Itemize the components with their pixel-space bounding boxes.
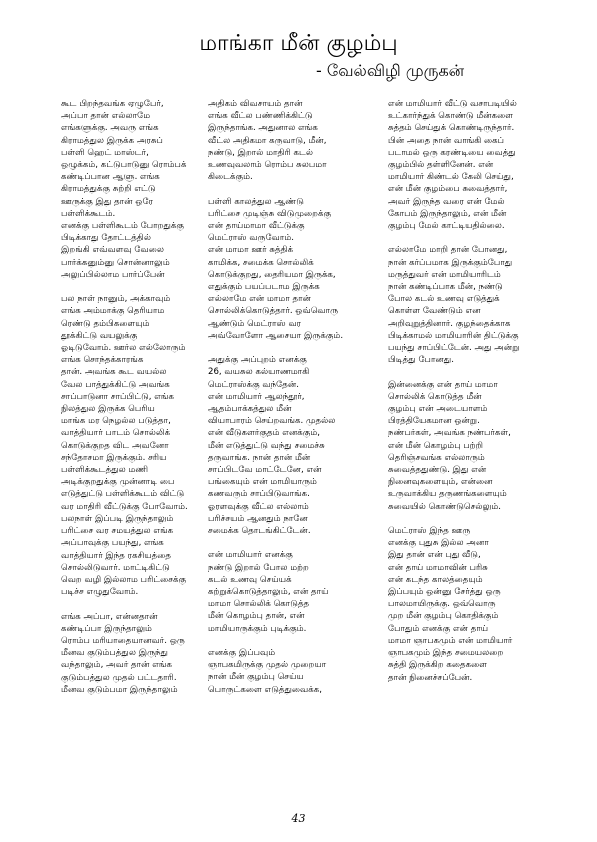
text-line: வெற வழி இல்லாம பரிட்சைக்கு xyxy=(61,574,187,585)
text-line: பிரத்தியேகமான ஒன்று. xyxy=(388,416,480,427)
text-line: சுவைத்ததுண்டு. இது என் xyxy=(388,465,487,476)
paragraph xyxy=(388,379,563,513)
text-line: கிராமத்துல இருக்க அரசுப் xyxy=(61,135,163,146)
text-line: அவர் இருந்த வரை என் மேல் xyxy=(388,196,505,207)
text-line: ரெண்டு தம்பிகளையும் xyxy=(61,318,150,329)
paragraph xyxy=(61,98,201,281)
text-line: கடல் உணவு செய்யக் xyxy=(208,574,292,585)
text-line: அவ்வோளோ ஆசையா இருக்கும். xyxy=(208,330,344,341)
text-line: என் கடந்த காலத்தையும் xyxy=(388,574,483,585)
text-line: அப்பா தான் எல்லாமே xyxy=(61,111,151,122)
text-line: கொள்ள வேண்டும் என xyxy=(388,306,481,317)
text-line: பரிட்சை முடிஞ்சு விடுமுறைக்கு xyxy=(208,208,332,219)
text-line: ஊருக்கு இது தான் ஒரே xyxy=(61,196,154,207)
text-line: கொடுக்குறத விட அவனோ xyxy=(61,440,169,451)
text-line: எங்க வீட்ல பண்ணிக்கிட்டு xyxy=(208,111,313,122)
text-line: எங்களுக்கு. அவரு எங்க xyxy=(61,123,159,134)
text-line: அலுப்பில்லாம பார்ப்பேன் xyxy=(61,269,165,280)
text-line: என் தாய்மாமா வீட்டுக்கு xyxy=(208,221,305,232)
text-line: மாமா ஞாபகமும் என் மாமியார் xyxy=(388,635,513,646)
text-column-1 xyxy=(61,98,201,708)
text-line: எடுத்துட்டு பள்ளிக்கூடம் விட்டு xyxy=(61,489,185,500)
paragraph xyxy=(388,525,563,684)
text-line: சுத்தி இருக்கிற கதைகளை xyxy=(388,660,488,671)
text-line: தருவாங்க. நான் தான் மீன் xyxy=(208,452,311,463)
text-line: பிடிக்காமல் மாமியாரின் திட்டுக்கு xyxy=(388,330,519,341)
text-line: ரொம்ப மரியாதையானவர். ஒரு xyxy=(61,635,185,646)
text-line: குழம்பு என் அடையாளம் xyxy=(388,404,488,415)
text-line: போதும் எனக்கு என் தாய் xyxy=(388,623,489,634)
text-line: பின் அதை நான் வாங்கி கைப் xyxy=(388,135,505,146)
text-line: என் தாய் மாமாவின் பரிசு xyxy=(388,562,488,573)
text-line: வாத்தியார் பாடம் சொல்லிக் xyxy=(61,428,171,439)
text-line: மீன் கொழம்பு தான், என் xyxy=(208,611,305,622)
text-line: மெட்ராஸ்க்கு வந்தேன். xyxy=(208,379,299,390)
text-line: அதிகம் விவசாயம் தான் xyxy=(208,99,303,109)
text-line: கணவரும் சாப்பிடுவாங்க. xyxy=(208,489,310,500)
text-line: இருந்தாங்க. அதுனால எங்க xyxy=(208,123,318,134)
text-line: ஞாபகமும் இந்த சமையலறை xyxy=(388,648,504,659)
text-line: குடும்பத்துல முதல் பட்டதாரி. xyxy=(61,672,177,683)
text-line: வியாபாரம் செய்றவங்க. முதல்ல xyxy=(208,416,336,427)
text-line: என் வீடுகளர்குதம் எனக்கும், xyxy=(208,428,321,439)
text-line: தெரிஞ்சவங்க எல்லாரும் xyxy=(388,452,485,463)
paragraph xyxy=(61,293,201,598)
text-line: குழம்பில் தள்ளினேன். என் xyxy=(388,160,494,171)
text-line: பள்ளி காலத்துல ஆண்டு xyxy=(208,196,304,207)
text-line: என் மாமியார் வீட்டு வசாபடியில் xyxy=(388,99,517,109)
text-line: வீட்ல அதிகமா கருவாடு, மீன், xyxy=(208,135,327,146)
text-line: பலநாள் இப்படி இருந்தாலும் xyxy=(61,513,174,524)
text-line: கண்டிப்பான ஆளு. எங்க xyxy=(61,172,160,183)
text-line: முற மீன் குழம்பு கொதிக்கும் xyxy=(388,611,499,622)
text-line: ஞாபகமிருக்கு முதல் முறையா xyxy=(208,660,327,671)
text-line: மெட்ராஸ் வருவோம். xyxy=(208,233,294,244)
text-line: சொல்லிக் கொடுத்த மீன் xyxy=(388,391,482,402)
text-line: கொடுக்குறது, தைரியமா இருக்க, xyxy=(208,269,336,280)
text-line: கிராமத்துக்கு சுற்றி எட்டு xyxy=(61,184,156,195)
text-line: எனக்கு புதுசு இல்ல அனா xyxy=(388,538,489,549)
text-line: அப்பாவுக்கு பயந்து, எங்க xyxy=(61,538,164,549)
text-line: மருத்துவர் என் மாமியாரிடம் xyxy=(388,269,501,280)
text-line: நான் கண்டிப்பாக மீன், நண்டு xyxy=(388,282,503,293)
paragraph xyxy=(208,647,373,696)
text-line: நண்பர்கள், அவங்க நண்பர்கள், xyxy=(388,428,511,439)
paragraph xyxy=(208,549,373,634)
text-line: என் மீன் கொழம்பு பற்றி xyxy=(388,440,484,451)
text-line: இறங்கி எவ்வளவு வேலை xyxy=(61,245,164,256)
text-line: எங்க அப்பா, என்னதான் xyxy=(61,611,158,622)
paragraph xyxy=(208,196,373,342)
text-line: நிலத்துல இருக்க பெரிய xyxy=(61,404,155,415)
article-title: மாங்கா மீன் குழம்பு xyxy=(199,31,398,56)
text-line: அதுக்கு அப்புறம் எனக்கு xyxy=(208,355,307,366)
text-line: என் மீன் குழம்பை சுவைத்தார், xyxy=(388,184,508,195)
text-line: பிடிக்காது தோட்டத்தில் xyxy=(61,233,151,244)
text-line: படிச்ச எழுதுவோம். xyxy=(61,587,139,598)
paragraph xyxy=(61,611,201,696)
text-line: மாங்க மர நெழல்ல படுத்தா, xyxy=(61,416,171,427)
text-line: வாத்தியார் இந்த ரகசியத்தை xyxy=(61,550,171,561)
text-column-3 xyxy=(388,98,563,696)
text-line: ஆதம்பாக்கத்துல மீன் xyxy=(208,404,292,415)
text-line: உட்கார்ந்துக் கொண்டு மீன்களை xyxy=(388,111,513,122)
text-line: சமைக்க தொடங்கிட்டேன். xyxy=(208,526,311,537)
text-line: எல்லாமே மாறி தான் போனது, xyxy=(388,245,508,256)
text-line: தூக்கிட்டு வயலுக்கு xyxy=(61,330,138,341)
text-line: இன்னைக்கு என் தாய் மாமா xyxy=(388,379,498,390)
paragraph xyxy=(388,244,563,366)
text-line: காமிக்க, சமைக்க சொல்லிக் xyxy=(208,257,314,268)
text-line: என் மாமா ஊர் சுத்திக் xyxy=(208,245,294,256)
text-line: குழம்பு மேல் காட்டியதில்லை. xyxy=(388,221,505,232)
text-line: சொல்லிடுவார். மாட்டிகிட்டு xyxy=(61,562,170,573)
text-line: கூட பிறந்தவங்க ஏழுபேர், xyxy=(61,99,164,109)
text-line: என் மாமியார் ஆலந்தூர், xyxy=(208,391,305,402)
text-line: நான் மீன் குழம்பு செய்ய xyxy=(208,672,304,683)
page-number: 43 xyxy=(291,812,306,825)
text-line: மீன் எடுத்துட்டு வந்து சமைச்சு xyxy=(208,440,325,451)
text-line: பள்ளிக்கூடத்துல மணி xyxy=(61,465,149,476)
paragraph xyxy=(208,98,373,183)
text-line: மாமியாருக்கும் புடிக்கும். xyxy=(208,623,307,634)
paragraph xyxy=(388,98,563,232)
text-line: பங்கையும் என் மாமியாரும் xyxy=(208,477,317,488)
text-line: எல்லாமே என் மாமா தான் xyxy=(208,294,311,305)
text-line: இப்பயும் ஒன்னு சேர்த்து ஒரு xyxy=(388,587,501,598)
text-line: 26, வயசுல கல்யாணமாகி xyxy=(208,367,310,378)
text-line: இது தான் என் புது வீடு, xyxy=(388,550,481,561)
text-line: வந்தாலும், அவர் தான் எங்க xyxy=(61,660,172,671)
text-line: ஒழுக்கம், கட்டுபாடுனு ரொம்பக் xyxy=(61,160,187,171)
text-line: பள்ளி ஹெட் மாஸ்டர், xyxy=(61,147,149,158)
text-line: பொருட்களை எடுத்துவைக்க, xyxy=(208,684,323,695)
text-line: நினைவுகளையும், என்னை xyxy=(388,477,493,488)
text-line: பரிட்சை வர சமயத்துல எங்க xyxy=(61,526,174,537)
text-line: மெட்ராஸ் இந்த ஊரு xyxy=(388,526,471,537)
text-line: உணவுவலாம் ரொம்ப சுலபமா xyxy=(208,160,327,171)
text-line: தான். அவங்க கூட வயல்ல xyxy=(61,367,167,378)
paragraph xyxy=(208,354,373,537)
text-line: பயந்து சாப்பிட்டேன். அது அன்று xyxy=(388,343,520,354)
text-line: பள்ளிக்கூடம். xyxy=(61,208,116,219)
text-line: சந்தோசமா இருக்கும். சரிய xyxy=(61,452,167,463)
text-line: நண்டு, இறால் மாதிரி கடல் xyxy=(208,147,313,158)
text-line: உருவாக்கிய தருணங்களையும் xyxy=(388,489,507,500)
text-line: எனக்கு பள்ளிகூடம் போறதுக்கு xyxy=(61,221,184,232)
text-line: சொல்லிக்கொடுத்தார். ஒவ்வொரு xyxy=(208,306,339,317)
text-line: சாப்பாடுனா சாப்பிட்டு, எங்க xyxy=(61,391,174,402)
text-line: மீனவ குடும்பத்துல இருந்து xyxy=(61,648,169,659)
text-line: சாப்பிடவே மாட்டேனே, என் xyxy=(208,465,322,476)
text-line: மீனவ குடும்பமா இருந்தாலும் xyxy=(61,684,178,695)
text-line: என் மாமியார் எனக்கு xyxy=(208,550,293,561)
text-line: எதுக்கும் பயப்படாம இருக்க xyxy=(208,282,320,293)
text-line: கற்றுக்கொடுத்தாலும், என் தாய் xyxy=(208,587,329,598)
text-line: ஓரளவுக்கு வீட்ல எல்லாம் xyxy=(208,501,309,512)
text-line: கிடைக்கும். xyxy=(208,172,253,183)
text-line: அடிக்குறதுக்கு முன்னாடி பை xyxy=(61,477,175,488)
text-line: வேல பாத்துக்கிட்டு அவங்க xyxy=(61,379,170,390)
text-line: ஆண்டும் மெட்ராஸ் வர xyxy=(208,318,302,329)
text-line: தான் நினைச்சப்பேன். xyxy=(388,672,473,683)
text-line: எனக்கு இப்பவும் xyxy=(208,648,276,659)
text-line: கோபம் இருந்தாலும், என் மீன் xyxy=(388,208,507,219)
text-line: பரிச்சயம் ஆனதும் நானே xyxy=(208,513,308,524)
article-author: - வேல்விழி முருகன் xyxy=(316,61,465,80)
text-line: கண்டிப்பா இருந்தாலும் xyxy=(61,623,152,634)
text-line: சுவையில் கொண்டுசெல்லும். xyxy=(388,501,502,512)
text-line: ஓடிடுவோம். ஊர்ல எல்லோரும் xyxy=(61,343,186,354)
text-line: வர மாதிரி வீட்டுக்கு போவோம். xyxy=(61,501,188,512)
text-line: போல கடல் உணவு எடுத்துக் xyxy=(388,294,500,305)
text-line: பார்க்கனும்னு சொன்னாலும் xyxy=(61,257,170,268)
text-line: நான் கர்ப்பமாக இருக்கும்போது xyxy=(388,257,513,268)
text-line: எங்க சொந்தக்காரங்க xyxy=(61,355,144,366)
text-column-2 xyxy=(208,98,373,708)
text-line: பிடித்து போனது. xyxy=(388,355,454,366)
text-line: பல நாள் நானும், அக்காவும் xyxy=(61,294,171,305)
text-line: பாலமாயிருக்கு. ஒவ்வொரு xyxy=(388,599,496,610)
text-line: மாமா சொல்லிக் கொடுத்த xyxy=(208,599,310,610)
text-line: சுத்தம் செய்துக் கொண்டிருந்தார். xyxy=(388,123,515,134)
text-line: அறிவுறுத்தினார். குழந்தைக்காக xyxy=(388,318,511,329)
text-line: நண்டு இறால் போல மற்ற xyxy=(208,562,309,573)
text-line: மாமியார் கிண்டல் கேலி செய்து, xyxy=(388,172,514,183)
text-line: எங்க அம்மாக்கு தெரியாம xyxy=(61,306,165,317)
text-line: படாமல் ஒரு கரண்டியை வைத்து xyxy=(388,147,516,158)
